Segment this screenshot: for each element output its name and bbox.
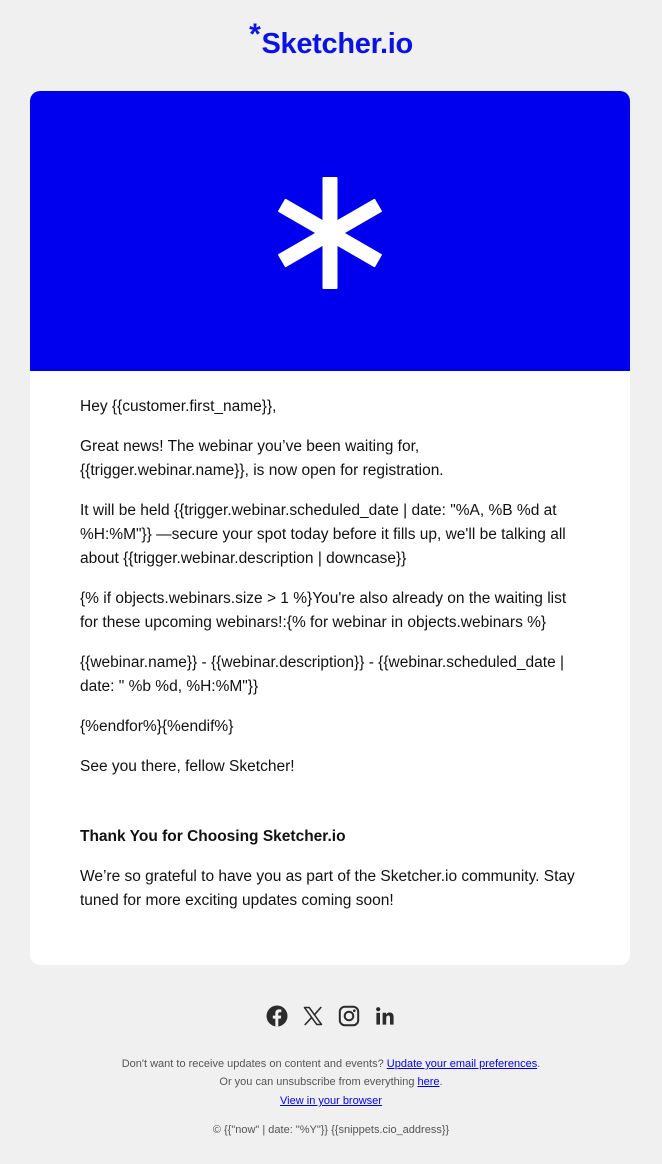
preferences-text: Don't want to receive updates on content and events? (121, 1058, 387, 1070)
footer-unsubscribe (0, 1073, 662, 1091)
asterisk-icon (272, 177, 388, 289)
preferences-period: . (537, 1058, 541, 1070)
view-in-browser-link[interactable]: View in your browser (280, 1095, 382, 1107)
email-body (30, 371, 630, 913)
hero-banner (30, 91, 630, 371)
linkedin-icon[interactable] (373, 1004, 397, 1028)
thanks-heading: Thank You for Choosing Sketcher.io (80, 828, 346, 845)
social-links (265, 1004, 397, 1028)
unsubscribe-link[interactable]: here (417, 1076, 440, 1088)
footer-preferences (0, 1055, 662, 1073)
facebook-icon[interactable] (265, 1004, 289, 1028)
intro-paragraph: Great news! The webinar you’ve been waiting for, {{trigger.webinar.name}}, is now open for registration. (80, 438, 444, 479)
x-twitter-icon[interactable] (301, 1004, 325, 1028)
instagram-icon[interactable] (337, 1004, 361, 1028)
footer-browser-view (0, 1092, 662, 1110)
footer-copyright: © {{"now" | date: "%Y"}} {{snippets.cio_address}} (212, 1124, 450, 1136)
email-card (30, 91, 630, 965)
thanks-paragraph: We’re so grateful to have you as part of the Sketcher.io community. Stay tuned for more exciting updates coming soon! (80, 868, 575, 909)
webinar-list-item: {{webinar.name}} - {{webinar.description}} - {{webinar.scheduled_date | date: " %b %d, %H:%M"}} (80, 654, 565, 695)
greeting: Hey {{customer.first_name}}, (80, 398, 277, 415)
waitlist-paragraph: {% if objects.webinars.size > 1 %}You're also already on the waiting list for these upcoming webinars!:{% for webinar in objects.webinars %} (80, 590, 567, 631)
logo-star-icon: * (249, 18, 261, 51)
brand-logo[interactable] (0, 18, 662, 62)
template-end-tags: {%endfor%}{%endif%} (80, 718, 234, 735)
unsubscribe-text: Or you can unsubscribe from everything (219, 1076, 418, 1088)
logo-text: Sketcher.io (261, 28, 413, 60)
signoff: See you there, fellow Sketcher! (80, 758, 295, 775)
unsubscribe-period: . (439, 1076, 443, 1088)
schedule-paragraph: It will be held {{trigger.webinar.scheduled_date | date: "%A, %B %d at %H:%M"}} —secure your spot today before it fills up, we'll be talking all about {{trigger.webinar.description | downcase}} (80, 502, 566, 567)
update-preferences-link[interactable]: Update your email preferences (386, 1058, 538, 1070)
